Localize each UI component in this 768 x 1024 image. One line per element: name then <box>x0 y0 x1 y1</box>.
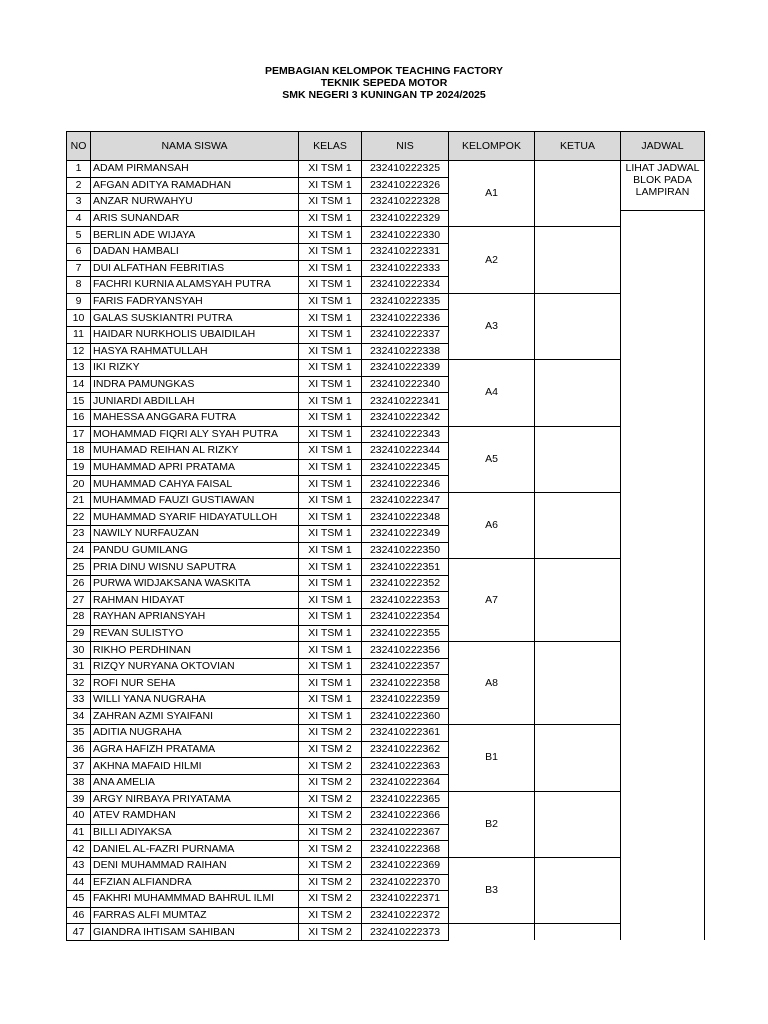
student-name: ATEV RAMDHAN <box>91 808 299 825</box>
student-nis: 232410222354 <box>362 609 449 626</box>
student-nis: 232410222360 <box>362 708 449 725</box>
header-no: NO <box>67 132 91 161</box>
group-leader-cell <box>535 725 621 791</box>
student-name: MUHAMMAD FAUZI GUSTIAWAN <box>91 492 299 509</box>
student-nis: 232410222331 <box>362 243 449 260</box>
group-leader-cell <box>535 492 621 558</box>
student-nis: 232410222344 <box>362 443 449 460</box>
row-no: 5 <box>67 227 91 244</box>
header-ketua: KETUA <box>535 132 621 161</box>
student-name: WILLI YANA NUGRAHA <box>91 692 299 709</box>
student-class: XI TSM 1 <box>299 177 362 194</box>
row-no: 30 <box>67 642 91 659</box>
row-no: 7 <box>67 260 91 277</box>
group-name: A6 <box>449 492 535 558</box>
row-no: 44 <box>67 874 91 891</box>
row-no: 43 <box>67 857 91 874</box>
student-class: XI TSM 1 <box>299 542 362 559</box>
student-name: DUI ALFATHAN FEBRITIAS <box>91 260 299 277</box>
row-no: 1 <box>67 161 91 178</box>
group-leader-cell <box>535 426 621 492</box>
student-nis: 232410222338 <box>362 343 449 360</box>
table-row <box>67 725 705 742</box>
student-class: XI TSM 2 <box>299 824 362 841</box>
student-class: XI TSM 1 <box>299 526 362 543</box>
student-nis: 232410222350 <box>362 542 449 559</box>
group-name: A5 <box>449 426 535 492</box>
student-name: PURWA WIDJAKSANA WASKITA <box>91 575 299 592</box>
table-row <box>67 791 705 808</box>
table-row <box>67 492 705 509</box>
student-nis: 232410222326 <box>362 177 449 194</box>
student-name: MAHESSA ANGGARA FUTRA <box>91 409 299 426</box>
student-class: XI TSM 1 <box>299 227 362 244</box>
row-no: 4 <box>67 210 91 227</box>
student-class: XI TSM 1 <box>299 592 362 609</box>
row-no: 36 <box>67 741 91 758</box>
table-row <box>67 161 705 178</box>
row-no: 25 <box>67 559 91 576</box>
student-class: XI TSM 1 <box>299 260 362 277</box>
student-nis: 232410222359 <box>362 692 449 709</box>
student-name: ARIS SUNANDAR <box>91 210 299 227</box>
student-name: MOHAMMAD FIQRI ALY SYAH PUTRA <box>91 426 299 443</box>
student-nis: 232410222369 <box>362 857 449 874</box>
student-class: XI TSM 1 <box>299 708 362 725</box>
student-name: EFZIAN ALFIANDRA <box>91 874 299 891</box>
header-nis: NIS <box>362 132 449 161</box>
student-name: ARGY NIRBAYA PRIYATAMA <box>91 791 299 808</box>
student-name: DENI MUHAMMAD RAIHAN <box>91 857 299 874</box>
student-class: XI TSM 2 <box>299 758 362 775</box>
group-leader-cell <box>535 293 621 359</box>
row-no: 46 <box>67 907 91 924</box>
student-class: XI TSM 1 <box>299 692 362 709</box>
student-nis: 232410222329 <box>362 210 449 227</box>
student-name: MUHAMMAD APRI PRATAMA <box>91 459 299 476</box>
student-nis: 232410222353 <box>362 592 449 609</box>
row-no: 27 <box>67 592 91 609</box>
student-class: XI TSM 2 <box>299 741 362 758</box>
student-name: HAIDAR NURKHOLIS UBAIDILAH <box>91 326 299 343</box>
student-class: XI TSM 2 <box>299 874 362 891</box>
header-kelas: KELAS <box>299 132 362 161</box>
table-row <box>67 227 705 244</box>
group-name: A7 <box>449 559 535 642</box>
row-no: 31 <box>67 658 91 675</box>
table-row <box>67 857 705 874</box>
student-name: AFGAN ADITYA RAMADHAN <box>91 177 299 194</box>
student-nis: 232410222363 <box>362 758 449 775</box>
student-class: XI TSM 1 <box>299 393 362 410</box>
student-name: ZAHRAN AZMI SYAIFANI <box>91 708 299 725</box>
student-nis: 232410222336 <box>362 310 449 327</box>
group-leader-cell <box>535 791 621 857</box>
row-no: 21 <box>67 492 91 509</box>
student-nis: 232410222348 <box>362 509 449 526</box>
student-class: XI TSM 1 <box>299 443 362 460</box>
student-class: XI TSM 1 <box>299 409 362 426</box>
student-name: FARRAS ALFI MUMTAZ <box>91 907 299 924</box>
row-no: 22 <box>67 509 91 526</box>
student-class: XI TSM 1 <box>299 326 362 343</box>
row-no: 23 <box>67 526 91 543</box>
student-class: XI TSM 1 <box>299 277 362 294</box>
row-no: 47 <box>67 924 91 941</box>
student-nis: 232410222365 <box>362 791 449 808</box>
student-class: XI TSM 1 <box>299 559 362 576</box>
student-class: XI TSM 2 <box>299 725 362 742</box>
student-name: ADITIA NUGRAHA <box>91 725 299 742</box>
student-name: IKI RIZKY <box>91 360 299 377</box>
student-class: XI TSM 1 <box>299 625 362 642</box>
group-leader-cell <box>535 857 621 923</box>
student-nis: 232410222364 <box>362 774 449 791</box>
student-class: XI TSM 1 <box>299 658 362 675</box>
row-no: 32 <box>67 675 91 692</box>
group-name <box>449 924 535 941</box>
row-no: 3 <box>67 194 91 211</box>
student-nis: 232410222361 <box>362 725 449 742</box>
row-no: 13 <box>67 360 91 377</box>
schedule-cell <box>621 210 705 940</box>
row-no: 38 <box>67 774 91 791</box>
row-no: 10 <box>67 310 91 327</box>
student-name: ADAM PIRMANSAH <box>91 161 299 178</box>
student-name: AKHNA MAFAID HILMI <box>91 758 299 775</box>
student-nis: 232410222335 <box>362 293 449 310</box>
student-class: XI TSM 1 <box>299 360 362 377</box>
student-class: XI TSM 1 <box>299 161 362 178</box>
row-no: 12 <box>67 343 91 360</box>
student-class: XI TSM 1 <box>299 343 362 360</box>
student-nis: 232410222328 <box>362 194 449 211</box>
student-class: XI TSM 2 <box>299 857 362 874</box>
header-nama-siswa: NAMA SISWA <box>91 132 299 161</box>
row-no: 19 <box>67 459 91 476</box>
student-nis: 232410222351 <box>362 559 449 576</box>
student-name: MUHAMMAD CAHYA FAISAL <box>91 476 299 493</box>
student-name: GIANDRA IHTISAM SAHIBAN <box>91 924 299 941</box>
student-class: XI TSM 1 <box>299 194 362 211</box>
group-leader-cell <box>535 227 621 293</box>
student-group-table <box>66 131 705 941</box>
row-no: 45 <box>67 891 91 908</box>
schedule-note: LIHAT JADWAL BLOK PADA LAMPIRAN <box>621 161 705 211</box>
group-leader-cell <box>535 360 621 426</box>
header-kelompok: KELOMPOK <box>449 132 535 161</box>
row-no: 8 <box>67 277 91 294</box>
title-line-2: TEKNIK SEPEDA MOTOR <box>320 77 448 89</box>
row-no: 26 <box>67 575 91 592</box>
row-no: 9 <box>67 293 91 310</box>
student-class: XI TSM 2 <box>299 808 362 825</box>
student-nis: 232410222345 <box>362 459 449 476</box>
student-name: NAWILY NURFAUZAN <box>91 526 299 543</box>
student-class: XI TSM 2 <box>299 891 362 908</box>
table-body <box>67 161 705 941</box>
student-nis: 232410222358 <box>362 675 449 692</box>
row-no: 16 <box>67 409 91 426</box>
student-class: XI TSM 2 <box>299 907 362 924</box>
student-class: XI TSM 1 <box>299 293 362 310</box>
row-no: 11 <box>67 326 91 343</box>
student-name: RIKHO PERDHINAN <box>91 642 299 659</box>
student-nis: 232410222373 <box>362 924 449 941</box>
student-nis: 232410222337 <box>362 326 449 343</box>
student-nis: 232410222342 <box>362 409 449 426</box>
student-nis: 232410222370 <box>362 874 449 891</box>
student-nis: 232410222339 <box>362 360 449 377</box>
student-name: ROFI NUR SEHA <box>91 675 299 692</box>
group-name: B2 <box>449 791 535 857</box>
student-nis: 232410222366 <box>362 808 449 825</box>
student-nis: 232410222371 <box>362 891 449 908</box>
student-class: XI TSM 1 <box>299 210 362 227</box>
student-name: JUNIARDI ABDILLAH <box>91 393 299 410</box>
row-no: 2 <box>67 177 91 194</box>
row-no: 40 <box>67 808 91 825</box>
title-line-1: PEMBAGIAN KELOMPOK TEACHING FACTORY <box>264 65 503 77</box>
row-no: 20 <box>67 476 91 493</box>
student-nis: 232410222355 <box>362 625 449 642</box>
student-name: INDRA PAMUNGKAS <box>91 376 299 393</box>
row-no: 6 <box>67 243 91 260</box>
student-nis: 232410222372 <box>362 907 449 924</box>
student-class: XI TSM 2 <box>299 841 362 858</box>
student-name: MUHAMAD REIHAN AL RIZKY <box>91 443 299 460</box>
group-name: A2 <box>449 227 535 293</box>
student-class: XI TSM 1 <box>299 609 362 626</box>
row-no: 17 <box>67 426 91 443</box>
group-leader-cell <box>535 161 621 227</box>
student-class: XI TSM 1 <box>299 459 362 476</box>
student-name: BERLIN ADE WIJAYA <box>91 227 299 244</box>
row-no: 42 <box>67 841 91 858</box>
student-class: XI TSM 2 <box>299 791 362 808</box>
student-nis: 232410222357 <box>362 658 449 675</box>
row-no: 24 <box>67 542 91 559</box>
row-no: 33 <box>67 692 91 709</box>
student-name: DANIEL AL-FAZRI PURNAMA <box>91 841 299 858</box>
row-no: 14 <box>67 376 91 393</box>
table-row <box>67 642 705 659</box>
student-nis: 232410222362 <box>362 741 449 758</box>
group-name: A3 <box>449 293 535 359</box>
student-nis: 232410222368 <box>362 841 449 858</box>
row-no: 39 <box>67 791 91 808</box>
row-no: 37 <box>67 758 91 775</box>
student-nis: 232410222343 <box>362 426 449 443</box>
student-class: XI TSM 1 <box>299 426 362 443</box>
group-name: A8 <box>449 642 535 725</box>
row-no: 34 <box>67 708 91 725</box>
student-name: REVAN SULISTYO <box>91 625 299 642</box>
student-nis: 232410222330 <box>362 227 449 244</box>
group-leader-cell <box>535 924 621 941</box>
header-jadwal: JADWAL <box>621 132 705 161</box>
title-line-3: SMK NEGERI 3 KUNINGAN TP 2024/2025 <box>282 89 486 101</box>
student-name: BILLI ADIYAKSA <box>91 824 299 841</box>
table-row <box>67 293 705 310</box>
group-name: B3 <box>449 857 535 923</box>
table-row <box>67 360 705 377</box>
student-class: XI TSM 1 <box>299 575 362 592</box>
group-name: B1 <box>449 725 535 791</box>
student-name: RIZQY NURYANA OKTOVIAN <box>91 658 299 675</box>
student-class: XI TSM 1 <box>299 476 362 493</box>
student-name: HASYA RAHMATULLAH <box>91 343 299 360</box>
student-class: XI TSM 1 <box>299 492 362 509</box>
student-nis: 232410222356 <box>362 642 449 659</box>
document-title <box>0 65 768 101</box>
student-name: PANDU GUMILANG <box>91 542 299 559</box>
student-name: RAHMAN HIDAYAT <box>91 592 299 609</box>
student-nis: 232410222349 <box>362 526 449 543</box>
student-nis: 232410222367 <box>362 824 449 841</box>
student-nis: 232410222334 <box>362 277 449 294</box>
table-row <box>67 559 705 576</box>
student-class: XI TSM 2 <box>299 924 362 941</box>
student-name: RAYHAN APRIANSYAH <box>91 609 299 626</box>
student-nis: 232410222346 <box>362 476 449 493</box>
row-no: 41 <box>67 824 91 841</box>
student-name: ANZAR NURWAHYU <box>91 194 299 211</box>
student-class: XI TSM 1 <box>299 675 362 692</box>
student-name: AGRA HAFIZH PRATAMA <box>91 741 299 758</box>
student-name: PRIA DINU WISNU SAPUTRA <box>91 559 299 576</box>
row-no: 35 <box>67 725 91 742</box>
student-name: ANA AMELIA <box>91 774 299 791</box>
row-no: 15 <box>67 393 91 410</box>
student-nis: 232410222325 <box>362 161 449 178</box>
student-name: FACHRI KURNIA ALAMSYAH PUTRA <box>91 277 299 294</box>
student-nis: 232410222347 <box>362 492 449 509</box>
student-name: FARIS FADRYANSYAH <box>91 293 299 310</box>
group-leader-cell <box>535 559 621 642</box>
student-class: XI TSM 1 <box>299 509 362 526</box>
row-no: 18 <box>67 443 91 460</box>
student-name: MUHAMMAD SYARIF HIDAYATULLOH <box>91 509 299 526</box>
student-name: GALAS SUSKIANTRI PUTRA <box>91 310 299 327</box>
student-nis: 232410222333 <box>362 260 449 277</box>
student-nis: 232410222341 <box>362 393 449 410</box>
student-class: XI TSM 1 <box>299 310 362 327</box>
row-no: 28 <box>67 609 91 626</box>
group-leader-cell <box>535 642 621 725</box>
table-header-row <box>67 132 705 161</box>
group-name: A1 <box>449 161 535 227</box>
student-class: XI TSM 1 <box>299 243 362 260</box>
student-name: FAKHRI MUHAMMMAD BAHRUL ILMI <box>91 891 299 908</box>
student-nis: 232410222352 <box>362 575 449 592</box>
table-row <box>67 924 705 941</box>
group-name: A4 <box>449 360 535 426</box>
table-row <box>67 426 705 443</box>
student-class: XI TSM 1 <box>299 376 362 393</box>
student-nis: 232410222340 <box>362 376 449 393</box>
row-no: 29 <box>67 625 91 642</box>
student-class: XI TSM 2 <box>299 774 362 791</box>
student-name: DADAN HAMBALI <box>91 243 299 260</box>
student-class: XI TSM 1 <box>299 642 362 659</box>
